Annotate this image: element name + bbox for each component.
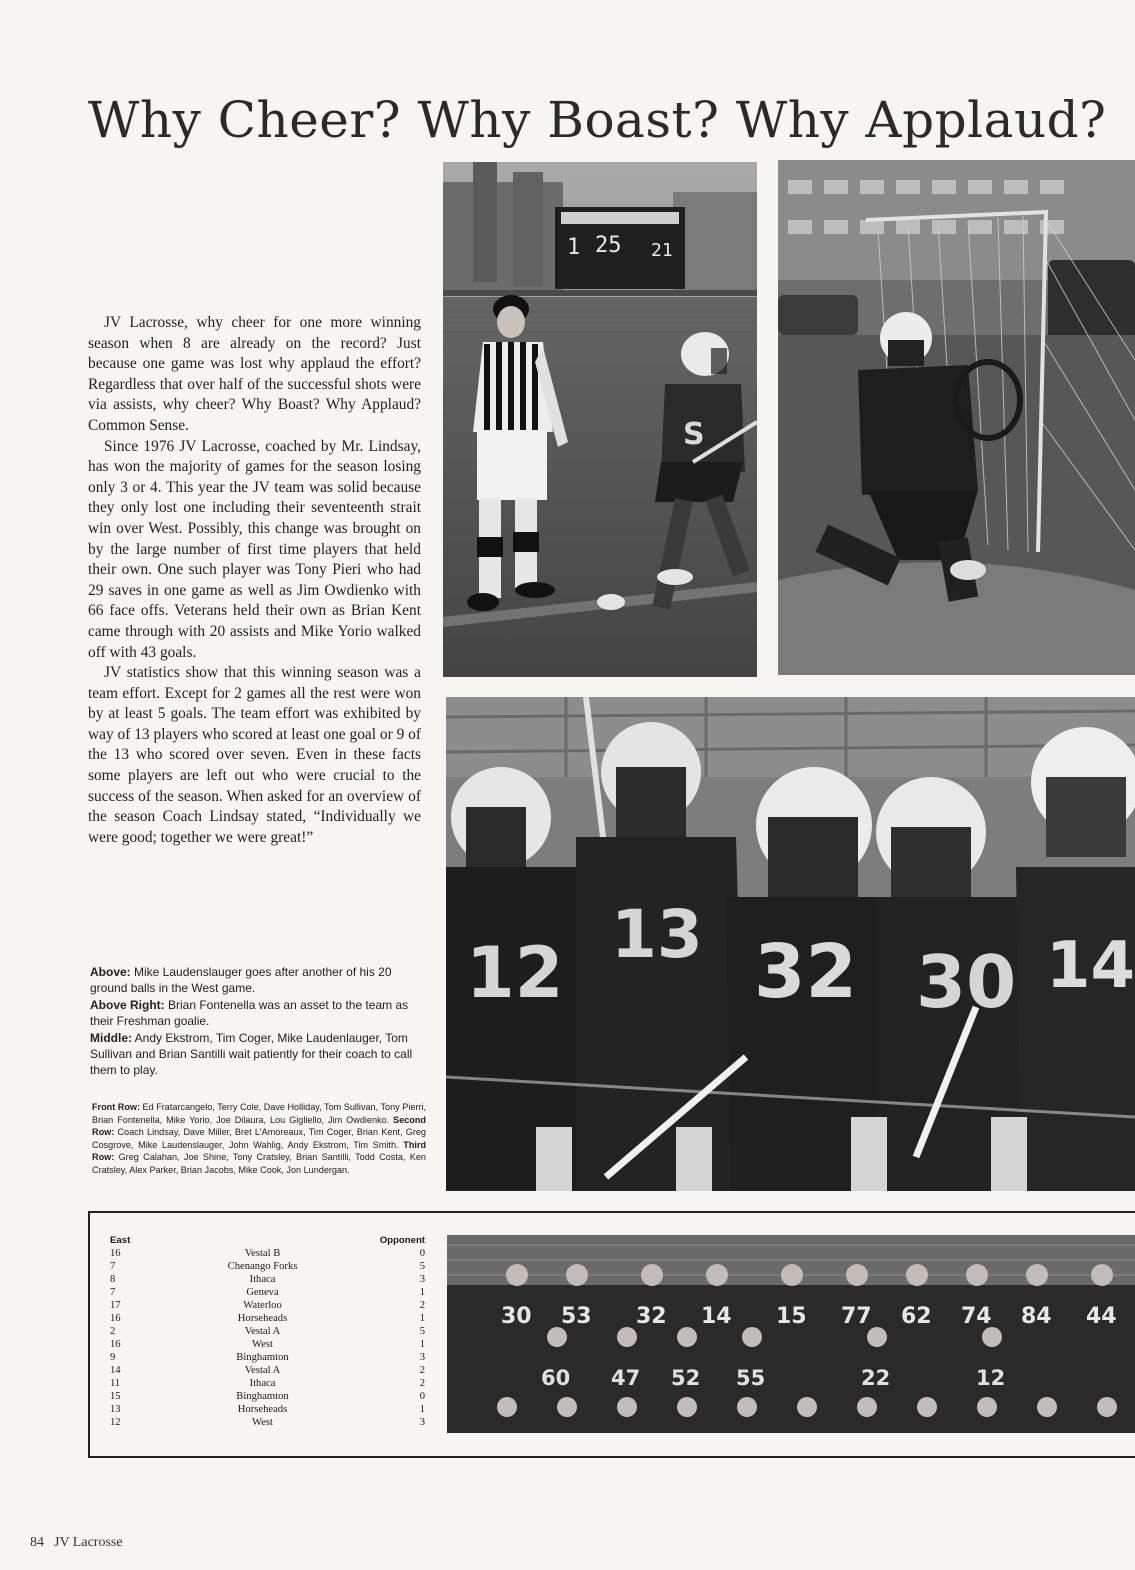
east-score: 7 — [110, 1287, 116, 1298]
caption-label: Middle: — [90, 1030, 132, 1045]
team-jersey-number: 14 — [701, 1304, 732, 1329]
east-score: 16 — [110, 1248, 121, 1259]
east-score: 8 — [110, 1274, 116, 1285]
opponent-team: West — [252, 1339, 273, 1350]
player-head — [641, 1264, 663, 1286]
score-row — [110, 1364, 428, 1377]
east-score: 11 — [110, 1378, 121, 1389]
caption-above — [90, 964, 423, 997]
player-head — [1026, 1264, 1048, 1286]
opponent-score: 1 — [419, 1339, 425, 1350]
score-row — [110, 1247, 428, 1260]
opponent-team: Horseheads — [237, 1404, 288, 1415]
article-paragraph: JV statistics show that this winning season was a team effort. Except for 2 games all the rest were won by at least 5 goals. The team effort was exhibited by way of 13 players who scored at least one goal or 9 of the 13 who scored over seven. Even in these facts some players are left out who were crucial to the success of the season. When asked for an overview of the season Coach Lindsay stated, “Individually we were good; together we were great!” — [88, 664, 421, 846]
player-head — [867, 1327, 887, 1347]
second-row-names: Coach Lindsay, Dave Miller, Bret L'Amoreaux, Tim Coger, Brian Kent, Greg Cosgrove, Mike Laudenslauger, John Wahlig, Andy Ekstrom, Tim Smith. — [92, 1127, 426, 1150]
team-jersey-number: 30 — [501, 1304, 532, 1329]
opponent-score: 3 — [419, 1352, 425, 1363]
player-head — [982, 1327, 1002, 1347]
opponent-team: Waterloo — [243, 1300, 282, 1311]
player-head — [706, 1264, 728, 1286]
opponent-team: Geneva — [246, 1287, 279, 1298]
opponent-team: Ithaca — [249, 1274, 276, 1285]
player-head — [781, 1264, 803, 1286]
article-paragraph: JV Lacrosse, why cheer for one more winning season when 8 are already on the record? Just because one game was lost why applaud the effort? Regardless that over half of the successful shots were via assists, why cheer? Why Boast? Why Applaud? Common Sense. — [88, 314, 421, 434]
season-scoreboard — [110, 1234, 428, 1429]
score-row — [110, 1377, 428, 1390]
player-head — [857, 1397, 877, 1417]
player-head — [1037, 1397, 1057, 1417]
east-header: East — [110, 1235, 131, 1246]
score-row — [110, 1416, 428, 1429]
east-score: 14 — [110, 1365, 121, 1376]
opponent-score: 2 — [419, 1378, 425, 1389]
team-jersey-number: 84 — [1021, 1304, 1052, 1329]
team-jersey-number: 55 — [736, 1366, 766, 1390]
bench-jersey-5: 14 — [1046, 929, 1135, 1003]
opponent-score: 1 — [419, 1287, 425, 1298]
scoreboard-digit-3: 21 — [651, 240, 673, 261]
opponent-team: Ithaca — [249, 1378, 276, 1389]
east-score: 9 — [110, 1352, 116, 1363]
opponent-score: 3 — [419, 1417, 425, 1428]
opponent-team: Binghamton — [236, 1352, 289, 1363]
team-jersey-number: 74 — [961, 1304, 992, 1329]
east-score: 7 — [110, 1261, 116, 1272]
score-row — [110, 1286, 428, 1299]
caption-middle — [90, 1030, 423, 1079]
scoreboard-digit-1: 1 — [567, 235, 581, 260]
opponent-team: Binghamton — [236, 1391, 289, 1402]
player-head — [966, 1264, 988, 1286]
player-head — [977, 1397, 997, 1417]
opponent-team: West — [252, 1417, 273, 1428]
player-head — [1091, 1264, 1113, 1286]
opponent-score: 2 — [419, 1365, 425, 1376]
team-jersey-number: 47 — [611, 1366, 641, 1390]
team-jersey-number: 60 — [541, 1366, 571, 1390]
caption-text: Andy Ekstrom, Tim Coger, Mike Laudenlauger, Tom Sullivan and Brian Santilli wait patiently for their coach to call them to play. — [90, 1030, 413, 1078]
east-score: 15 — [110, 1391, 121, 1402]
caption-label: Above: — [90, 965, 131, 979]
opponent-score: 3 — [419, 1274, 425, 1285]
opponent-score: 1 — [419, 1313, 425, 1324]
bench-jersey-1: 12 — [466, 932, 564, 1014]
score-row — [110, 1260, 428, 1273]
team-jersey-number: 44 — [1086, 1304, 1117, 1329]
opponent-team: Vestal A — [244, 1365, 281, 1376]
score-row — [110, 1390, 428, 1403]
score-row — [110, 1325, 428, 1338]
opponent-score: 5 — [419, 1326, 425, 1337]
goalie-photo — [778, 160, 1135, 675]
east-score: 17 — [110, 1300, 121, 1311]
front-row-label: Front Row: — [92, 1102, 140, 1112]
team-jersey-number: 32 — [636, 1304, 667, 1329]
team-jersey-number: 15 — [776, 1304, 807, 1329]
opponent-score: 1 — [419, 1404, 425, 1415]
photo-captions — [90, 964, 423, 1079]
opponent-team: Horseheads — [237, 1313, 288, 1324]
team-photo-credits — [92, 1101, 426, 1177]
player-head — [846, 1264, 868, 1286]
opponent-team: Vestal B — [244, 1248, 281, 1259]
bench-jersey-4: 30 — [916, 940, 1017, 1024]
front-row-names: Ed Fratarcangelo, Terry Cole, Dave Holliday, Tom Sullivan, Tony Pierri, Brian Fontenella, Mike Yorio, Joe Dilaura, Lou Gigliello, Jim Owdienko. — [92, 1102, 426, 1125]
opponent-score: 2 — [419, 1300, 425, 1311]
opponent-score: 0 — [419, 1391, 425, 1402]
player-head — [617, 1327, 637, 1347]
player-head — [737, 1397, 757, 1417]
article-paragraph: Since 1976 JV Lacrosse, coached by Mr. Lindsay, has won the majority of games for the season losing only 3 or 4. This year the JV team was solid because they only lost one including their seventeenth strait win over West. Possibly, this change was brought on by the large number of first time players that held their own. One such player was Tony Pieri who had 29 saves in one game as well as Jim Owdienko with 66 face offs. Veterans held their own as Brian Kent came through with 20 assists and Mike Yorio walked off with 43 goals. — [88, 437, 421, 661]
player-head — [677, 1327, 697, 1347]
team-jersey-number: 53 — [561, 1304, 592, 1329]
caption-label: Above Right: — [90, 997, 165, 1012]
player-head — [742, 1327, 762, 1347]
page-number: 84 — [30, 1535, 44, 1550]
bench-players-photo — [446, 697, 1135, 1191]
east-score: 13 — [110, 1404, 121, 1415]
referee-photo — [443, 162, 757, 677]
team-jersey-number: 62 — [901, 1304, 932, 1329]
page-footer — [30, 1535, 133, 1551]
caption-text: Brian Fontenella was an asset to the team as their Freshman goalie. — [90, 997, 409, 1029]
score-row — [110, 1403, 428, 1416]
east-score: 16 — [110, 1313, 121, 1324]
scoreboard-header — [110, 1234, 428, 1247]
team-jersey-number: 22 — [861, 1366, 891, 1390]
caption-text: Mike Laudenslauger goes after another of his 20 ground balls in the West game. — [90, 965, 392, 996]
player-head — [566, 1264, 588, 1286]
team-jersey-number: 77 — [841, 1304, 872, 1329]
score-row — [110, 1312, 428, 1325]
svg-text:S: S — [683, 417, 705, 452]
player-head — [677, 1397, 697, 1417]
section-name: JV Lacrosse — [54, 1535, 123, 1550]
player-head — [547, 1327, 567, 1347]
score-row — [110, 1351, 428, 1364]
scoreboard-digit-2: 25 — [595, 233, 622, 258]
player-head — [617, 1397, 637, 1417]
team-jersey-number: 12 — [976, 1366, 1006, 1390]
bench-jersey-3: 32 — [754, 929, 857, 1015]
article-body — [88, 313, 421, 848]
east-score: 16 — [110, 1339, 121, 1350]
player-head — [497, 1397, 517, 1417]
bench-jersey-2: 13 — [611, 896, 703, 973]
opponent-score: 0 — [419, 1248, 425, 1259]
player-head — [506, 1264, 528, 1286]
score-row — [110, 1299, 428, 1312]
east-score: 12 — [110, 1417, 121, 1428]
score-row — [110, 1273, 428, 1286]
player-head — [797, 1397, 817, 1417]
third-row-label: Third Row: — [92, 1139, 426, 1163]
opponent-score: 5 — [419, 1261, 425, 1272]
player-head — [906, 1264, 928, 1286]
opponent-header: Opponent — [379, 1235, 425, 1246]
page-title: Why Cheer? Why Boast? Why Applaud? — [88, 91, 1107, 149]
player-head — [1097, 1397, 1117, 1417]
team-photo — [447, 1235, 1135, 1433]
opponent-team: Vestal A — [244, 1326, 281, 1337]
opponent-team: Chenango Forks — [227, 1261, 298, 1272]
player-head — [917, 1397, 937, 1417]
score-row — [110, 1338, 428, 1351]
east-score: 2 — [110, 1326, 116, 1337]
player-head — [557, 1397, 577, 1417]
team-jersey-number: 52 — [671, 1366, 701, 1390]
caption-above-right — [90, 997, 423, 1030]
second-row-label: Second Row: — [92, 1114, 426, 1138]
third-row-names: Greg Calahan, Joe Shine, Tony Cratsley, Brian Santilli, Todd Costa, Ken Cratsley, Alex Parker, Brian Jacobs, Mike Cook, Jon Lundergan. — [92, 1152, 426, 1175]
